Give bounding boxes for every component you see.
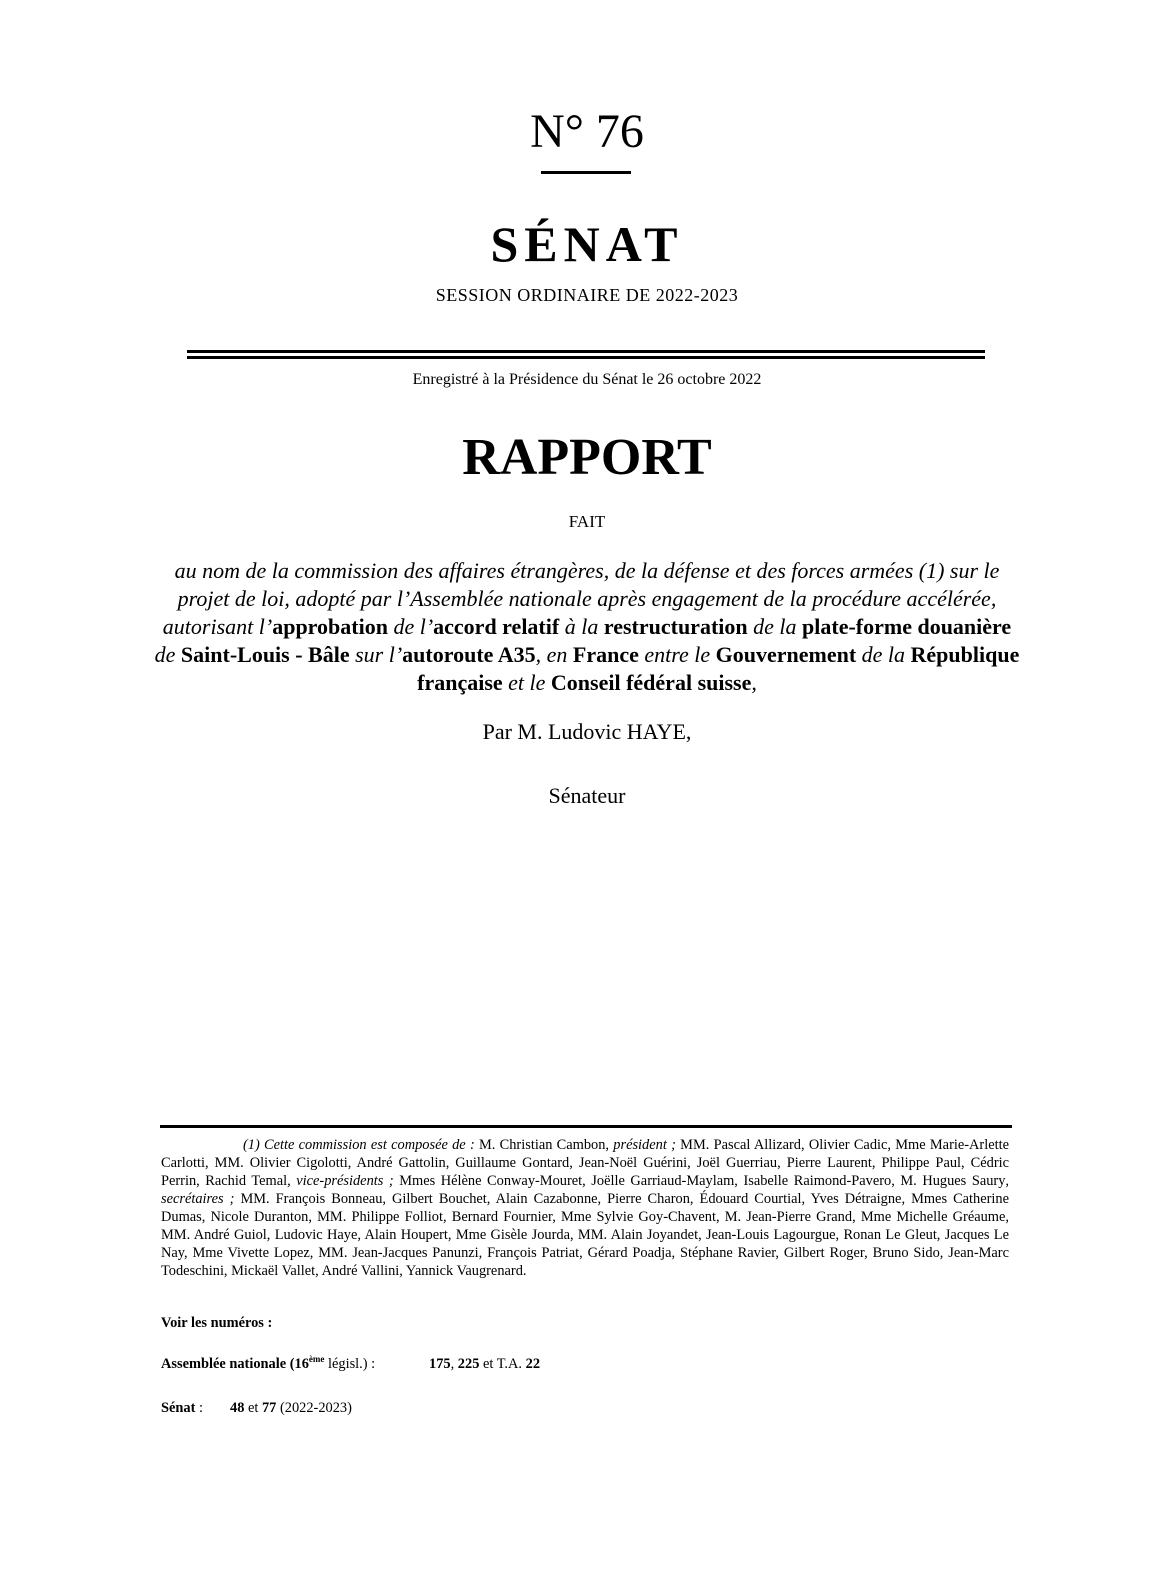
- senat-sep: et: [244, 1400, 262, 1416]
- legislature-label: législ.) :: [324, 1356, 376, 1372]
- assemblee-sep-2: et T.A.: [479, 1356, 526, 1372]
- president-name: M. Christian Cambon: [474, 1137, 606, 1153]
- report-subject: [150, 557, 1024, 697]
- fait-label: FAIT: [568, 512, 606, 531]
- report-number: N° 76: [530, 105, 644, 158]
- vice-president-names: MM. Pascal Allizard, Olivier Cadic, Mme Marie-Arlette Carlotti, MM. Olivier Cigolotti, André Gattolin, Guillaume Gontard, Jean-Noël Guérini, Joël Guerriau, Pierre Laurent, Philippe Paul, Cédric Perrin, Rachid Temal: [161, 1137, 1009, 1189]
- subject-text: au nom de la commission des affaires étrangères, de la défense et des forces armées (1) sur le projet de loi, adopté par l’Assemblée nationale après engagement de la procédure accélérée, autorisant l’: [162, 558, 1000, 639]
- subject-key-term: Conseil fédéral suisse: [550, 670, 752, 695]
- subject-key-term: République française: [417, 642, 1020, 695]
- assemblee-number-1: 175: [429, 1356, 451, 1372]
- subject-key-term: Saint-Louis - Bâle: [180, 642, 350, 667]
- assemblee-label-text: Assemblée nationale (16: [161, 1356, 309, 1372]
- assemblee-numbers: [429, 1355, 540, 1373]
- assemblee-number-2: 225: [457, 1356, 480, 1372]
- registration-date: Enregistré à la Présidence du Sénat le 26 octobre 2022: [412, 371, 762, 388]
- divider-line-bottom: [187, 356, 985, 359]
- subject-key-term: approbation: [272, 614, 388, 639]
- senat-year: (2022-2023): [276, 1400, 352, 1416]
- secretary-names: Mmes Hélène Conway-Mouret, Joëlle Garriaud-Maylam, Isabelle Raimond-Pavero, M. Hugues Saury: [393, 1173, 1006, 1189]
- subject-text: ,: [751, 670, 757, 695]
- senat-numbers: [230, 1399, 352, 1417]
- subject-text: , en: [535, 642, 573, 667]
- subject-key-term: accord relatif: [433, 614, 560, 639]
- subject-key-term: France: [572, 642, 639, 667]
- assemblee-ta-number: 22: [525, 1356, 541, 1372]
- subject-key-term: autoroute A35: [402, 642, 536, 667]
- subject-text: sur l’: [349, 642, 403, 667]
- number-underline: [541, 171, 631, 174]
- legislature-superscript: ème: [308, 1354, 325, 1364]
- assemblee-references: [161, 1354, 541, 1373]
- assemblee-sep-1: ,: [450, 1356, 458, 1372]
- subject-text: et le: [502, 670, 551, 695]
- subject-key-term: plate-forme douanière: [802, 614, 1012, 639]
- subject-key-term: restructuration: [603, 614, 748, 639]
- subject-text: de la: [747, 614, 803, 639]
- report-author: Par M. Ludovic HAYE,: [482, 719, 692, 744]
- subject-text: entre le: [638, 642, 716, 667]
- subject-text: de l’: [387, 614, 434, 639]
- assemblee-label: [161, 1356, 324, 1372]
- institution-title: SÉNAT: [490, 216, 684, 272]
- divider-line-top: [187, 350, 985, 353]
- senat-label: Sénat: [161, 1400, 196, 1416]
- senat-colon: :: [195, 1400, 203, 1416]
- senat-number-1: 48: [230, 1400, 245, 1416]
- session-label: SESSION ORDINAIRE DE 2022-2023: [435, 285, 739, 305]
- senat-number-2: 77: [261, 1400, 277, 1416]
- subject-key-term: Gouvernement: [715, 642, 857, 667]
- report-title: RAPPORT: [462, 429, 712, 486]
- author-role: Sénateur: [548, 783, 626, 808]
- senat-references: [161, 1399, 352, 1417]
- footnote-divider: [160, 1125, 1012, 1128]
- subject-text: à la: [559, 614, 604, 639]
- secretary-role: , secrétaires ;: [161, 1173, 1010, 1207]
- member-names: MM. François Bonneau, Gilbert Bouchet, Alain Cazabonne, Pierre Charon, Édouard Courtial, Yves Détraigne, Mmes Catherine Dumas, Nicole Duranton, MM. Philippe Folliot, Bernard Fournier, Mme Sylvie Goy-Chavent, M. Jean-Pierre Grand, Mme Michelle Gréaume, MM. André Guiol, Ludovic Haye, Alain Houpert, Mme Gisèle Jourda, MM. Alain Joyandet, Jean-Louis Lagourgue, Ronan Le Gleut, Jacques Le Nay, Mme Vivette Lopez, MM. Jean-Jacques Panunzi, François Patriat, Gérard Poadja, Stéphane Ravier, Gilbert Roger, Bruno Sido, Jean-Marc Todeschini, Mickaël Vallet, André Vallini, Yannick Vaugrenard.: [161, 1191, 1010, 1279]
- vice-president-role: , vice-présidents ;: [287, 1173, 394, 1189]
- subject-text: de la: [856, 642, 911, 667]
- footnote-intro: (1) Cette commission est composée de :: [243, 1137, 475, 1153]
- commission-footnote: [161, 1136, 1009, 1280]
- subject-text: de: [154, 642, 181, 667]
- see-numbers-label: Voir les numéros :: [161, 1315, 273, 1331]
- president-role: , président ;: [605, 1137, 676, 1153]
- double-divider: [187, 350, 985, 360]
